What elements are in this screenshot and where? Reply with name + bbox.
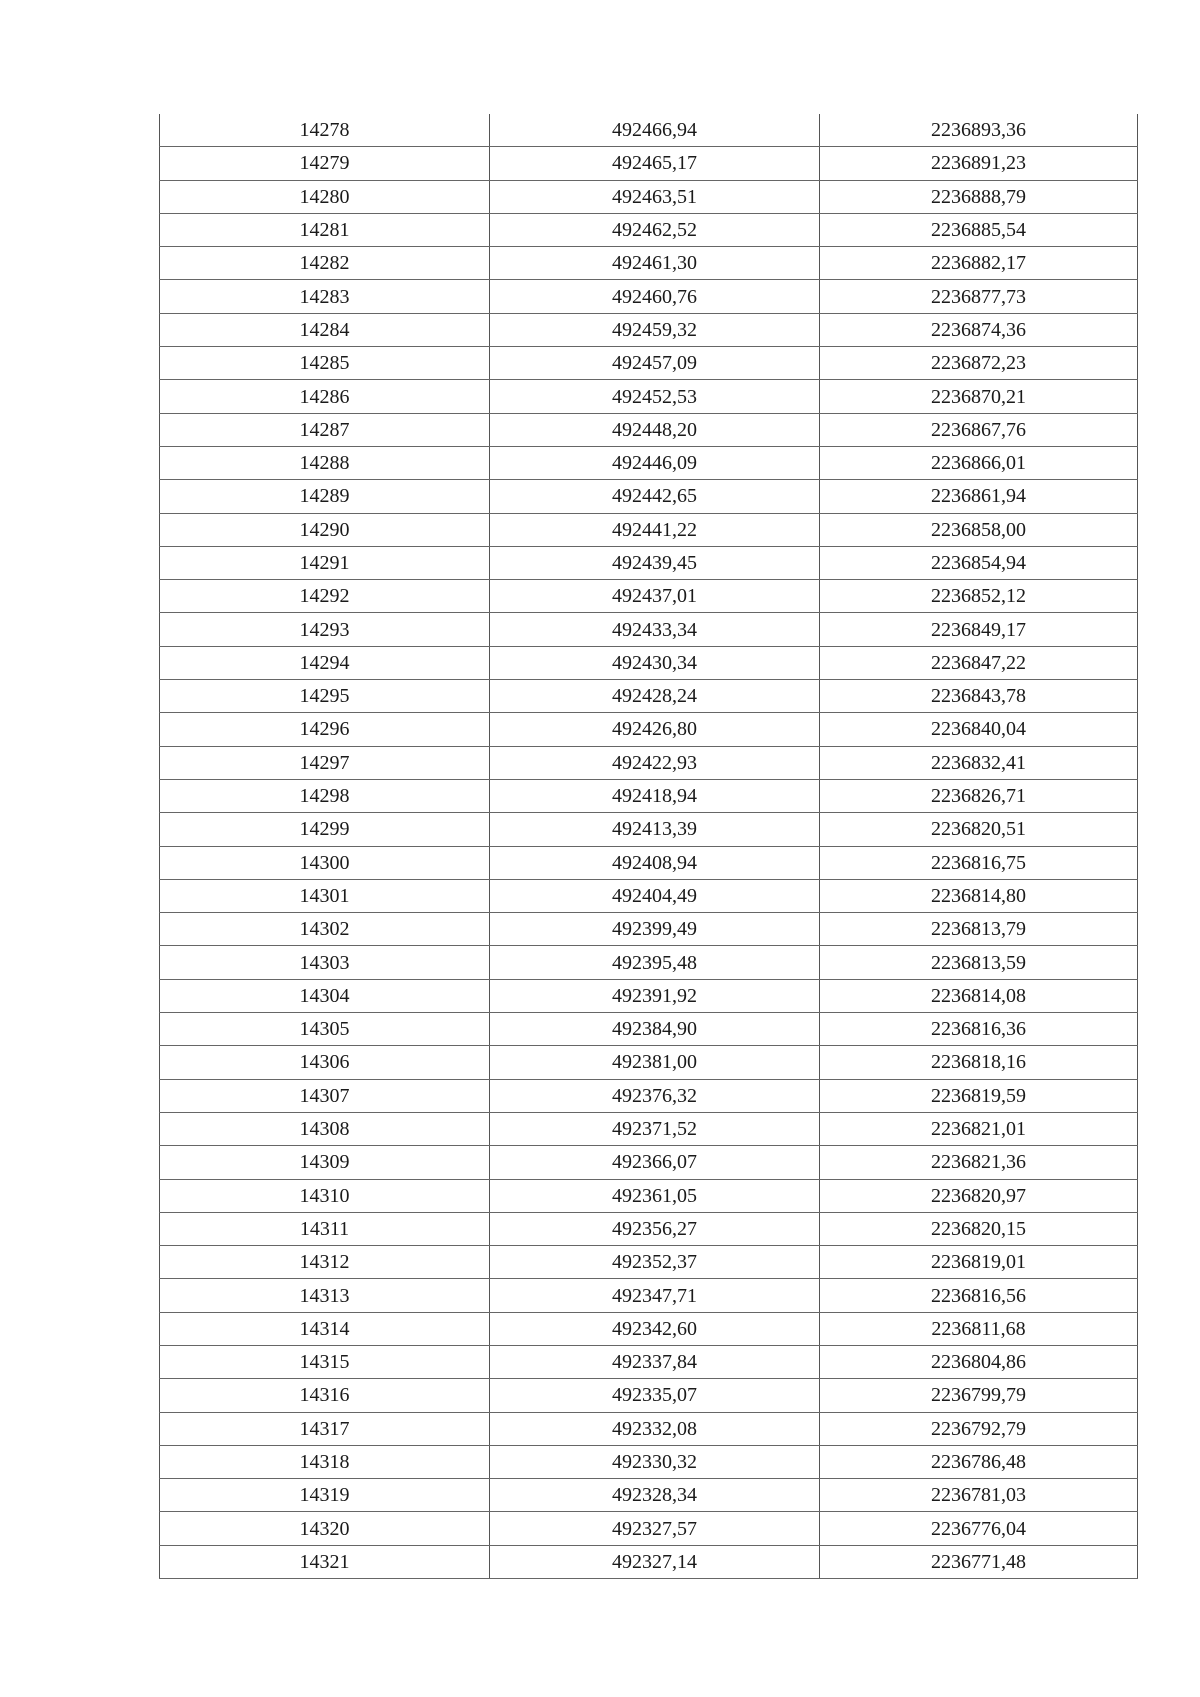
y-coordinate-cell: 2236819,59 (820, 1079, 1138, 1112)
point-number-cell: 14308 (160, 1112, 490, 1145)
table-row (160, 746, 1138, 779)
x-coordinate-cell: 492327,14 (490, 1545, 820, 1578)
point-number-cell: 14311 (160, 1212, 490, 1245)
point-number-cell: 14297 (160, 746, 490, 779)
point-number-cell: 14293 (160, 613, 490, 646)
x-coordinate-cell: 492399,49 (490, 913, 820, 946)
x-coordinate-cell: 492376,32 (490, 1079, 820, 1112)
table-row (160, 1146, 1138, 1179)
y-coordinate-cell: 2236861,94 (820, 480, 1138, 513)
table-row (160, 1046, 1138, 1079)
table-row (160, 646, 1138, 679)
x-coordinate-cell: 492391,92 (490, 979, 820, 1012)
x-coordinate-cell: 492347,71 (490, 1279, 820, 1312)
y-coordinate-cell: 2236882,17 (820, 247, 1138, 280)
y-coordinate-cell: 2236781,03 (820, 1479, 1138, 1512)
x-coordinate-cell: 492352,37 (490, 1246, 820, 1279)
x-coordinate-cell: 492457,09 (490, 347, 820, 380)
table-row (160, 1079, 1138, 1112)
x-coordinate-cell: 492413,39 (490, 813, 820, 846)
x-coordinate-cell: 492442,65 (490, 480, 820, 513)
point-number-cell: 14292 (160, 580, 490, 613)
x-coordinate-cell: 492335,07 (490, 1379, 820, 1412)
x-coordinate-cell: 492426,80 (490, 713, 820, 746)
point-number-cell: 14283 (160, 280, 490, 313)
y-coordinate-cell: 2236816,56 (820, 1279, 1138, 1312)
table-row (160, 580, 1138, 613)
y-coordinate-cell: 2236891,23 (820, 147, 1138, 180)
x-coordinate-cell: 492428,24 (490, 680, 820, 713)
x-coordinate-cell: 492381,00 (490, 1046, 820, 1079)
x-coordinate-cell: 492328,34 (490, 1479, 820, 1512)
point-number-cell: 14313 (160, 1279, 490, 1312)
y-coordinate-cell: 2236858,00 (820, 513, 1138, 546)
x-coordinate-cell: 492422,93 (490, 746, 820, 779)
table-row (160, 1212, 1138, 1245)
x-coordinate-cell: 492395,48 (490, 946, 820, 979)
table-row (160, 1345, 1138, 1378)
y-coordinate-cell: 2236849,17 (820, 613, 1138, 646)
point-number-cell: 14284 (160, 313, 490, 346)
x-coordinate-cell: 492433,34 (490, 613, 820, 646)
x-coordinate-cell: 492461,30 (490, 247, 820, 280)
y-coordinate-cell: 2236786,48 (820, 1445, 1138, 1478)
point-number-cell: 14302 (160, 913, 490, 946)
point-number-cell: 14301 (160, 879, 490, 912)
point-number-cell: 14295 (160, 680, 490, 713)
table-row (160, 1379, 1138, 1412)
y-coordinate-cell: 2236814,80 (820, 879, 1138, 912)
x-coordinate-cell: 492459,32 (490, 313, 820, 346)
x-coordinate-cell: 492441,22 (490, 513, 820, 546)
x-coordinate-cell: 492330,32 (490, 1445, 820, 1478)
y-coordinate-cell: 2236872,23 (820, 347, 1138, 380)
point-number-cell: 14298 (160, 779, 490, 812)
y-coordinate-cell: 2236821,36 (820, 1146, 1138, 1179)
x-coordinate-cell: 492384,90 (490, 1013, 820, 1046)
table-row (160, 313, 1138, 346)
x-coordinate-cell: 492430,34 (490, 646, 820, 679)
table-row (160, 1312, 1138, 1345)
y-coordinate-cell: 2236847,22 (820, 646, 1138, 679)
table-row (160, 180, 1138, 213)
point-number-cell: 14316 (160, 1379, 490, 1412)
x-coordinate-cell: 492460,76 (490, 280, 820, 313)
x-coordinate-cell: 492342,60 (490, 1312, 820, 1345)
point-number-cell: 14320 (160, 1512, 490, 1545)
table-row (160, 114, 1138, 147)
point-number-cell: 14290 (160, 513, 490, 546)
point-number-cell: 14317 (160, 1412, 490, 1445)
point-number-cell: 14278 (160, 114, 490, 147)
x-coordinate-cell: 492332,08 (490, 1412, 820, 1445)
point-number-cell: 14287 (160, 413, 490, 446)
point-number-cell: 14315 (160, 1345, 490, 1378)
y-coordinate-cell: 2236816,36 (820, 1013, 1138, 1046)
point-number-cell: 14282 (160, 247, 490, 280)
table-row (160, 846, 1138, 879)
y-coordinate-cell: 2236867,76 (820, 413, 1138, 446)
x-coordinate-cell: 492465,17 (490, 147, 820, 180)
table-row (160, 446, 1138, 479)
y-coordinate-cell: 2236804,86 (820, 1345, 1138, 1378)
point-number-cell: 14321 (160, 1545, 490, 1578)
point-number-cell: 14307 (160, 1079, 490, 1112)
y-coordinate-cell: 2236885,54 (820, 213, 1138, 246)
x-coordinate-cell: 492452,53 (490, 380, 820, 413)
x-coordinate-cell: 492337,84 (490, 1345, 820, 1378)
table-row (160, 613, 1138, 646)
table-body (160, 114, 1138, 1579)
x-coordinate-cell: 492361,05 (490, 1179, 820, 1212)
y-coordinate-cell: 2236771,48 (820, 1545, 1138, 1578)
y-coordinate-cell: 2236814,08 (820, 979, 1138, 1012)
x-coordinate-cell: 492327,57 (490, 1512, 820, 1545)
y-coordinate-cell: 2236792,79 (820, 1412, 1138, 1445)
point-number-cell: 14303 (160, 946, 490, 979)
y-coordinate-cell: 2236821,01 (820, 1112, 1138, 1145)
y-coordinate-cell: 2236816,75 (820, 846, 1138, 879)
point-number-cell: 14291 (160, 546, 490, 579)
point-number-cell: 14294 (160, 646, 490, 679)
table-row (160, 213, 1138, 246)
table-row (160, 779, 1138, 812)
x-coordinate-cell: 492439,45 (490, 546, 820, 579)
y-coordinate-cell: 2236843,78 (820, 680, 1138, 713)
table-row (160, 1445, 1138, 1478)
table-row (160, 1512, 1138, 1545)
y-coordinate-cell: 2236832,41 (820, 746, 1138, 779)
x-coordinate-cell: 492463,51 (490, 180, 820, 213)
point-number-cell: 14305 (160, 1013, 490, 1046)
y-coordinate-cell: 2236874,36 (820, 313, 1138, 346)
point-number-cell: 14312 (160, 1246, 490, 1279)
point-number-cell: 14285 (160, 347, 490, 380)
table-row (160, 1412, 1138, 1445)
table-row (160, 913, 1138, 946)
x-coordinate-cell: 492437,01 (490, 580, 820, 613)
table-row (160, 1545, 1138, 1578)
table-row (160, 979, 1138, 1012)
point-number-cell: 14299 (160, 813, 490, 846)
point-number-cell: 14289 (160, 480, 490, 513)
table-row (160, 1013, 1138, 1046)
y-coordinate-cell: 2236820,51 (820, 813, 1138, 846)
y-coordinate-cell: 2236776,04 (820, 1512, 1138, 1545)
y-coordinate-cell: 2236893,36 (820, 114, 1138, 147)
y-coordinate-cell: 2236813,79 (820, 913, 1138, 946)
table-row (160, 813, 1138, 846)
table-row (160, 1179, 1138, 1212)
x-coordinate-cell: 492446,09 (490, 446, 820, 479)
table-row (160, 946, 1138, 979)
y-coordinate-cell: 2236888,79 (820, 180, 1138, 213)
y-coordinate-cell: 2236870,21 (820, 380, 1138, 413)
table-row (160, 480, 1138, 513)
y-coordinate-cell: 2236877,73 (820, 280, 1138, 313)
table-row (160, 1279, 1138, 1312)
point-number-cell: 14281 (160, 213, 490, 246)
point-number-cell: 14309 (160, 1146, 490, 1179)
y-coordinate-cell: 2236818,16 (820, 1046, 1138, 1079)
table-row (160, 879, 1138, 912)
y-coordinate-cell: 2236866,01 (820, 446, 1138, 479)
y-coordinate-cell: 2236811,68 (820, 1312, 1138, 1345)
x-coordinate-cell: 492466,94 (490, 114, 820, 147)
table-row (160, 680, 1138, 713)
point-number-cell: 14314 (160, 1312, 490, 1345)
table-row (160, 247, 1138, 280)
point-number-cell: 14279 (160, 147, 490, 180)
y-coordinate-cell: 2236840,04 (820, 713, 1138, 746)
point-number-cell: 14288 (160, 446, 490, 479)
table-row (160, 1479, 1138, 1512)
table-row (160, 347, 1138, 380)
table-row (160, 546, 1138, 579)
y-coordinate-cell: 2236819,01 (820, 1246, 1138, 1279)
point-number-cell: 14306 (160, 1046, 490, 1079)
point-number-cell: 14280 (160, 180, 490, 213)
point-number-cell: 14319 (160, 1479, 490, 1512)
point-number-cell: 14300 (160, 846, 490, 879)
coordinate-table (159, 114, 1138, 1579)
x-coordinate-cell: 492356,27 (490, 1212, 820, 1245)
point-number-cell: 14310 (160, 1179, 490, 1212)
table-row (160, 1112, 1138, 1145)
y-coordinate-cell: 2236826,71 (820, 779, 1138, 812)
point-number-cell: 14286 (160, 380, 490, 413)
y-coordinate-cell: 2236820,15 (820, 1212, 1138, 1245)
y-coordinate-cell: 2236852,12 (820, 580, 1138, 613)
point-number-cell: 14304 (160, 979, 490, 1012)
x-coordinate-cell: 492371,52 (490, 1112, 820, 1145)
table-row (160, 280, 1138, 313)
y-coordinate-cell: 2236799,79 (820, 1379, 1138, 1412)
x-coordinate-cell: 492408,94 (490, 846, 820, 879)
y-coordinate-cell: 2236813,59 (820, 946, 1138, 979)
table-row (160, 147, 1138, 180)
x-coordinate-cell: 492418,94 (490, 779, 820, 812)
x-coordinate-cell: 492366,07 (490, 1146, 820, 1179)
point-number-cell: 14296 (160, 713, 490, 746)
table-row (160, 713, 1138, 746)
x-coordinate-cell: 492462,52 (490, 213, 820, 246)
y-coordinate-cell: 2236854,94 (820, 546, 1138, 579)
table-row (160, 380, 1138, 413)
x-coordinate-cell: 492404,49 (490, 879, 820, 912)
point-number-cell: 14318 (160, 1445, 490, 1478)
table-row (160, 413, 1138, 446)
table-row (160, 513, 1138, 546)
x-coordinate-cell: 492448,20 (490, 413, 820, 446)
y-coordinate-cell: 2236820,97 (820, 1179, 1138, 1212)
table-row (160, 1246, 1138, 1279)
